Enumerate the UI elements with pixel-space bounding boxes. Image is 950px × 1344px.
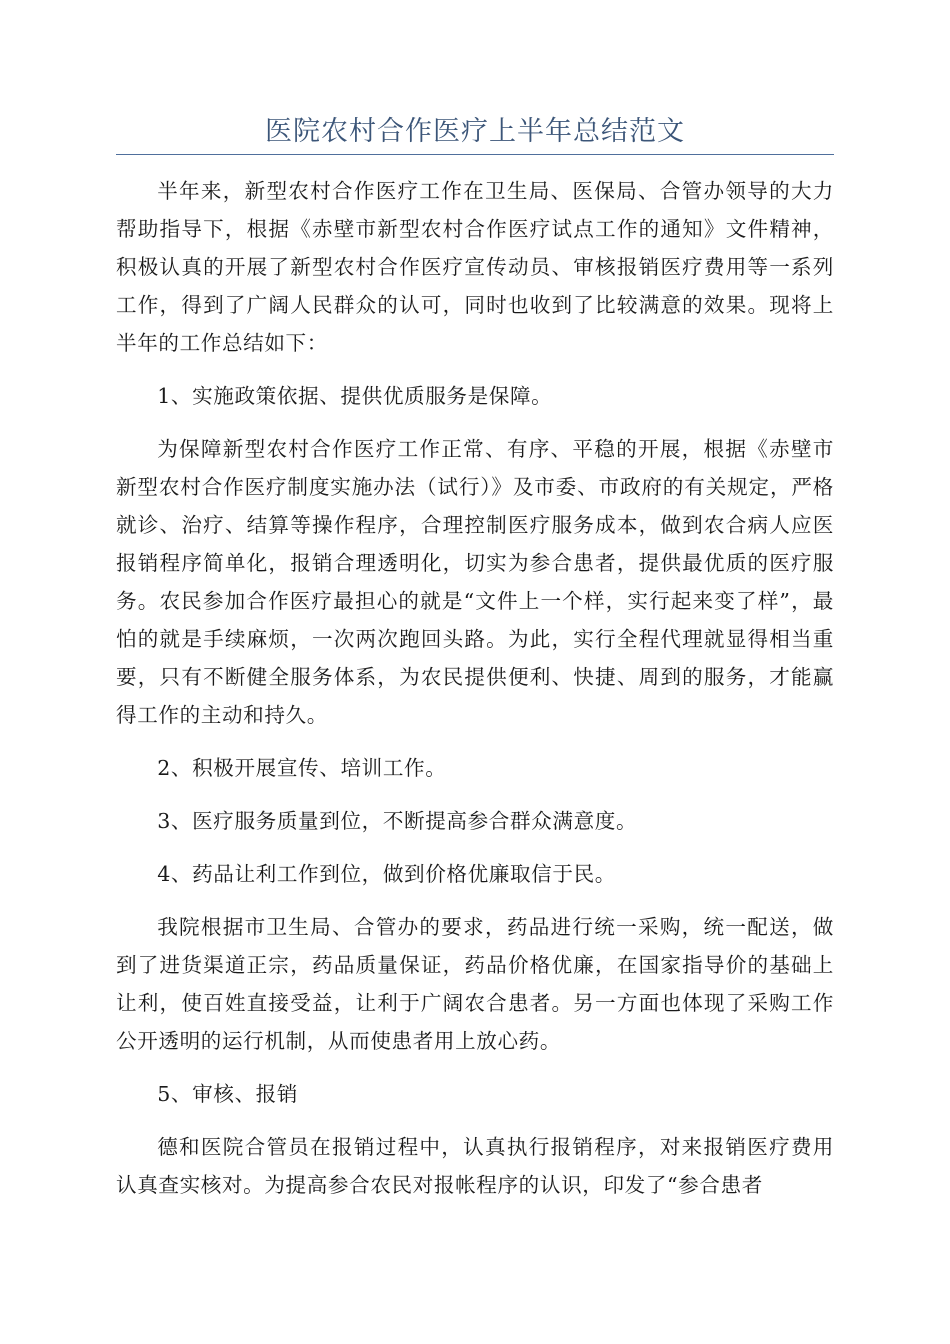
section-heading-5: 5、审核、报销 (157, 1082, 299, 1106)
paragraph-section-5: 德和医院合管员在报销过程中，认真执行报销程序，对来报销医疗费用认真查实核对。为提高参合农民对报帐程序的认识，印发了“参合患者 (116, 1135, 834, 1197)
section-heading-2: 2、积极开展宣传、培训工作。 (157, 756, 447, 780)
section-heading-3: 3、医疗服务质量到位，不断提高参合群众满意度。 (157, 809, 638, 833)
paragraph-intro: 半年来，新型农村合作医疗工作在卫生局、医保局、合管办领导的大力帮助指导下，根据《赤壁市新型农村合作医疗试点工作的通知》文件精神，积极认真的开展了新型农村合作医疗宣传动员、审核报销医疗费用等一系列工作，得到了广阔人民群众的认可，同时也收到了比较满意的效果。现将上半年的工作总结如下： (116, 179, 834, 355)
title-underline (116, 154, 834, 155)
paragraph-section-4: 我院根据市卫生局、合管办的要求，药品进行统一采购，统一配送，做到了进货渠道正宗，药品质量保证，药品价格优廉，在国家指导价的基础上让利，使百姓直接受益，让利于广阔农合患者。另一方面也体现了采购工作公开透明的运行机制，从而使患者用上放心药。 (116, 915, 834, 1053)
document-title: 医院农村合作医疗上半年总结范文 (265, 116, 685, 147)
paragraph-section-1: 为保障新型农村合作医疗工作正常、有序、平稳的开展，根据《赤壁市新型农村合作医疗制度实施办法（试行）》及市委、市政府的有关规定，严格就诊、治疗、结算等操作程序，合理控制医疗服务成本，做到农合病人应医报销程序简单化，报销合理透明化，切实为参合患者，提供最优质的医疗服务。农民参加合作医疗最担心的就是“文件上一个样，实行起来变了样”，最怕的就是手续麻烦，一次两次跑回头路。为此，实行全程代理就显得相当重要，只有不断健全服务体系，为农民提供便利、快捷、周到的服务，才能赢得工作的主动和持久。 (116, 437, 834, 727)
document-body (116, 172, 834, 1219)
section-heading-1: 1、实施政策依据、提供优质服务是保障。 (157, 384, 553, 408)
section-heading-4: 4、药品让利工作到位，做到价格优廉取信于民。 (157, 862, 616, 886)
